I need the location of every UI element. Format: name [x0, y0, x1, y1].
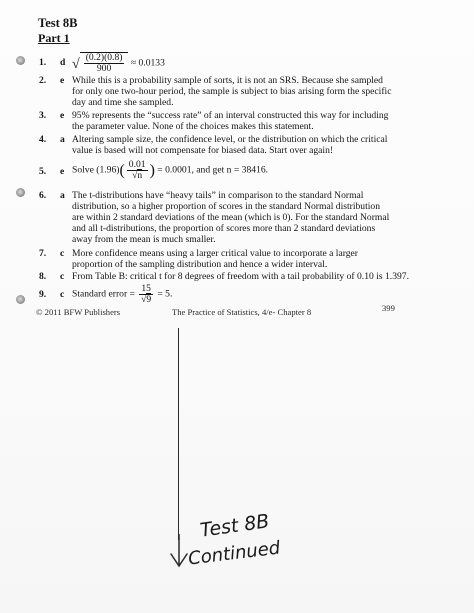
handwritten-arrow-line — [178, 328, 179, 540]
formula-suffix: = 0.0001, and get n = 38416. — [157, 164, 269, 176]
answer-text: 95% represents the “success rate” of an interval constructed this way for including the parameter value. None of the choices makes this statement. — [72, 110, 389, 132]
answer-letter: e — [60, 110, 65, 121]
answer-text: Altering sample size, the confidence level, or the distribution on which the critical value is based will not compensate for biased data. Start over again! — [72, 134, 388, 156]
question-9 — [0, 283, 474, 307]
formula-prefix: Solve (1.96) — [72, 164, 120, 176]
formula-numerator: (0.2)(0.8) — [85, 52, 123, 63]
answer-text: While this is a probability sample of sorts, it is not an SRS. Because she sampled for only one two-hour period, the sample is subject to bias arising form the specific day and time she sampled. — [72, 75, 392, 108]
answer-letter: a — [60, 134, 65, 145]
question-number: 3. — [39, 110, 47, 121]
answer-text: The t-distributions have “heavy tails” in comparison to the standard Normal distribution, so a higher proportion of scores in the standard Normal distribution are within 2 standard deviations of the mean (which is 0). For the standard Normal and all t-distributions, the proportion of scores more than 2 standard deviations away from the mean is much smaller. — [72, 190, 390, 245]
handwritten-note-line1: Test 8B — [198, 510, 271, 542]
answer-letter: e — [60, 75, 65, 86]
footer-copyright: © 2011 BFW Publishers — [36, 307, 121, 317]
formula-denominator: 9 — [146, 294, 152, 305]
formula-denominator: 900 — [96, 63, 112, 74]
part-heading: Part 1 — [38, 31, 70, 45]
answer-letter: c — [60, 289, 65, 300]
question-number: 7. — [39, 248, 47, 259]
question-number: 9. — [39, 289, 47, 300]
question-number: 1. — [39, 57, 47, 68]
test-title: Test 8B — [38, 16, 78, 30]
punch-hole-icon — [16, 188, 25, 197]
answer-formula: Solve (1.96)( $\frac{0.01}{√n}$ ) = 0.0001, and get n = 38416. — [72, 159, 269, 181]
answer-letter: a — [60, 190, 65, 201]
answer-letter: c — [60, 271, 65, 282]
handwritten-note-line2: Continued — [187, 537, 282, 570]
question-1 — [0, 52, 474, 74]
formula-prefix: Standard error = — [72, 288, 135, 300]
question-5 — [0, 160, 474, 184]
question-number: 2. — [39, 75, 47, 86]
formula-numerator: 15 — [141, 283, 151, 294]
formula-denominator: n — [137, 170, 143, 181]
question-number: 5. — [39, 166, 47, 177]
answer-letter: d — [60, 57, 66, 68]
question-number: 8. — [39, 271, 47, 282]
answer-letter: c — [60, 248, 65, 259]
answer-letter: e — [60, 166, 65, 177]
answer-formula: Standard error = $\frac{15}{√9}$ = 5. — [72, 283, 173, 305]
question-number: 6. — [39, 190, 47, 201]
answer-text: More confidence means using a larger critical value to incorporate a larger proportion of the sampling distribution and hence a wider interval. — [72, 248, 358, 270]
formula-suffix: = 5. — [157, 288, 173, 300]
formula-numerator: 0.01 — [128, 159, 146, 170]
arrow-down-icon — [169, 534, 189, 572]
footer-book-title: The Practice of Statistics, 4/e- Chapter 8 — [172, 307, 312, 317]
footer-page-number: 399 — [382, 303, 395, 313]
question-number: 4. — [39, 134, 47, 145]
answer-formula: √ $\frac{(0.2)(0.8)}{900}$ ≈ 0.0133 — [72, 52, 165, 74]
formula-result: ≈ 0.0133 — [130, 57, 165, 69]
answer-text: From Table B: critical t for 8 degrees of freedom with a tail probability of 0.10 is 1.397. — [72, 271, 409, 282]
